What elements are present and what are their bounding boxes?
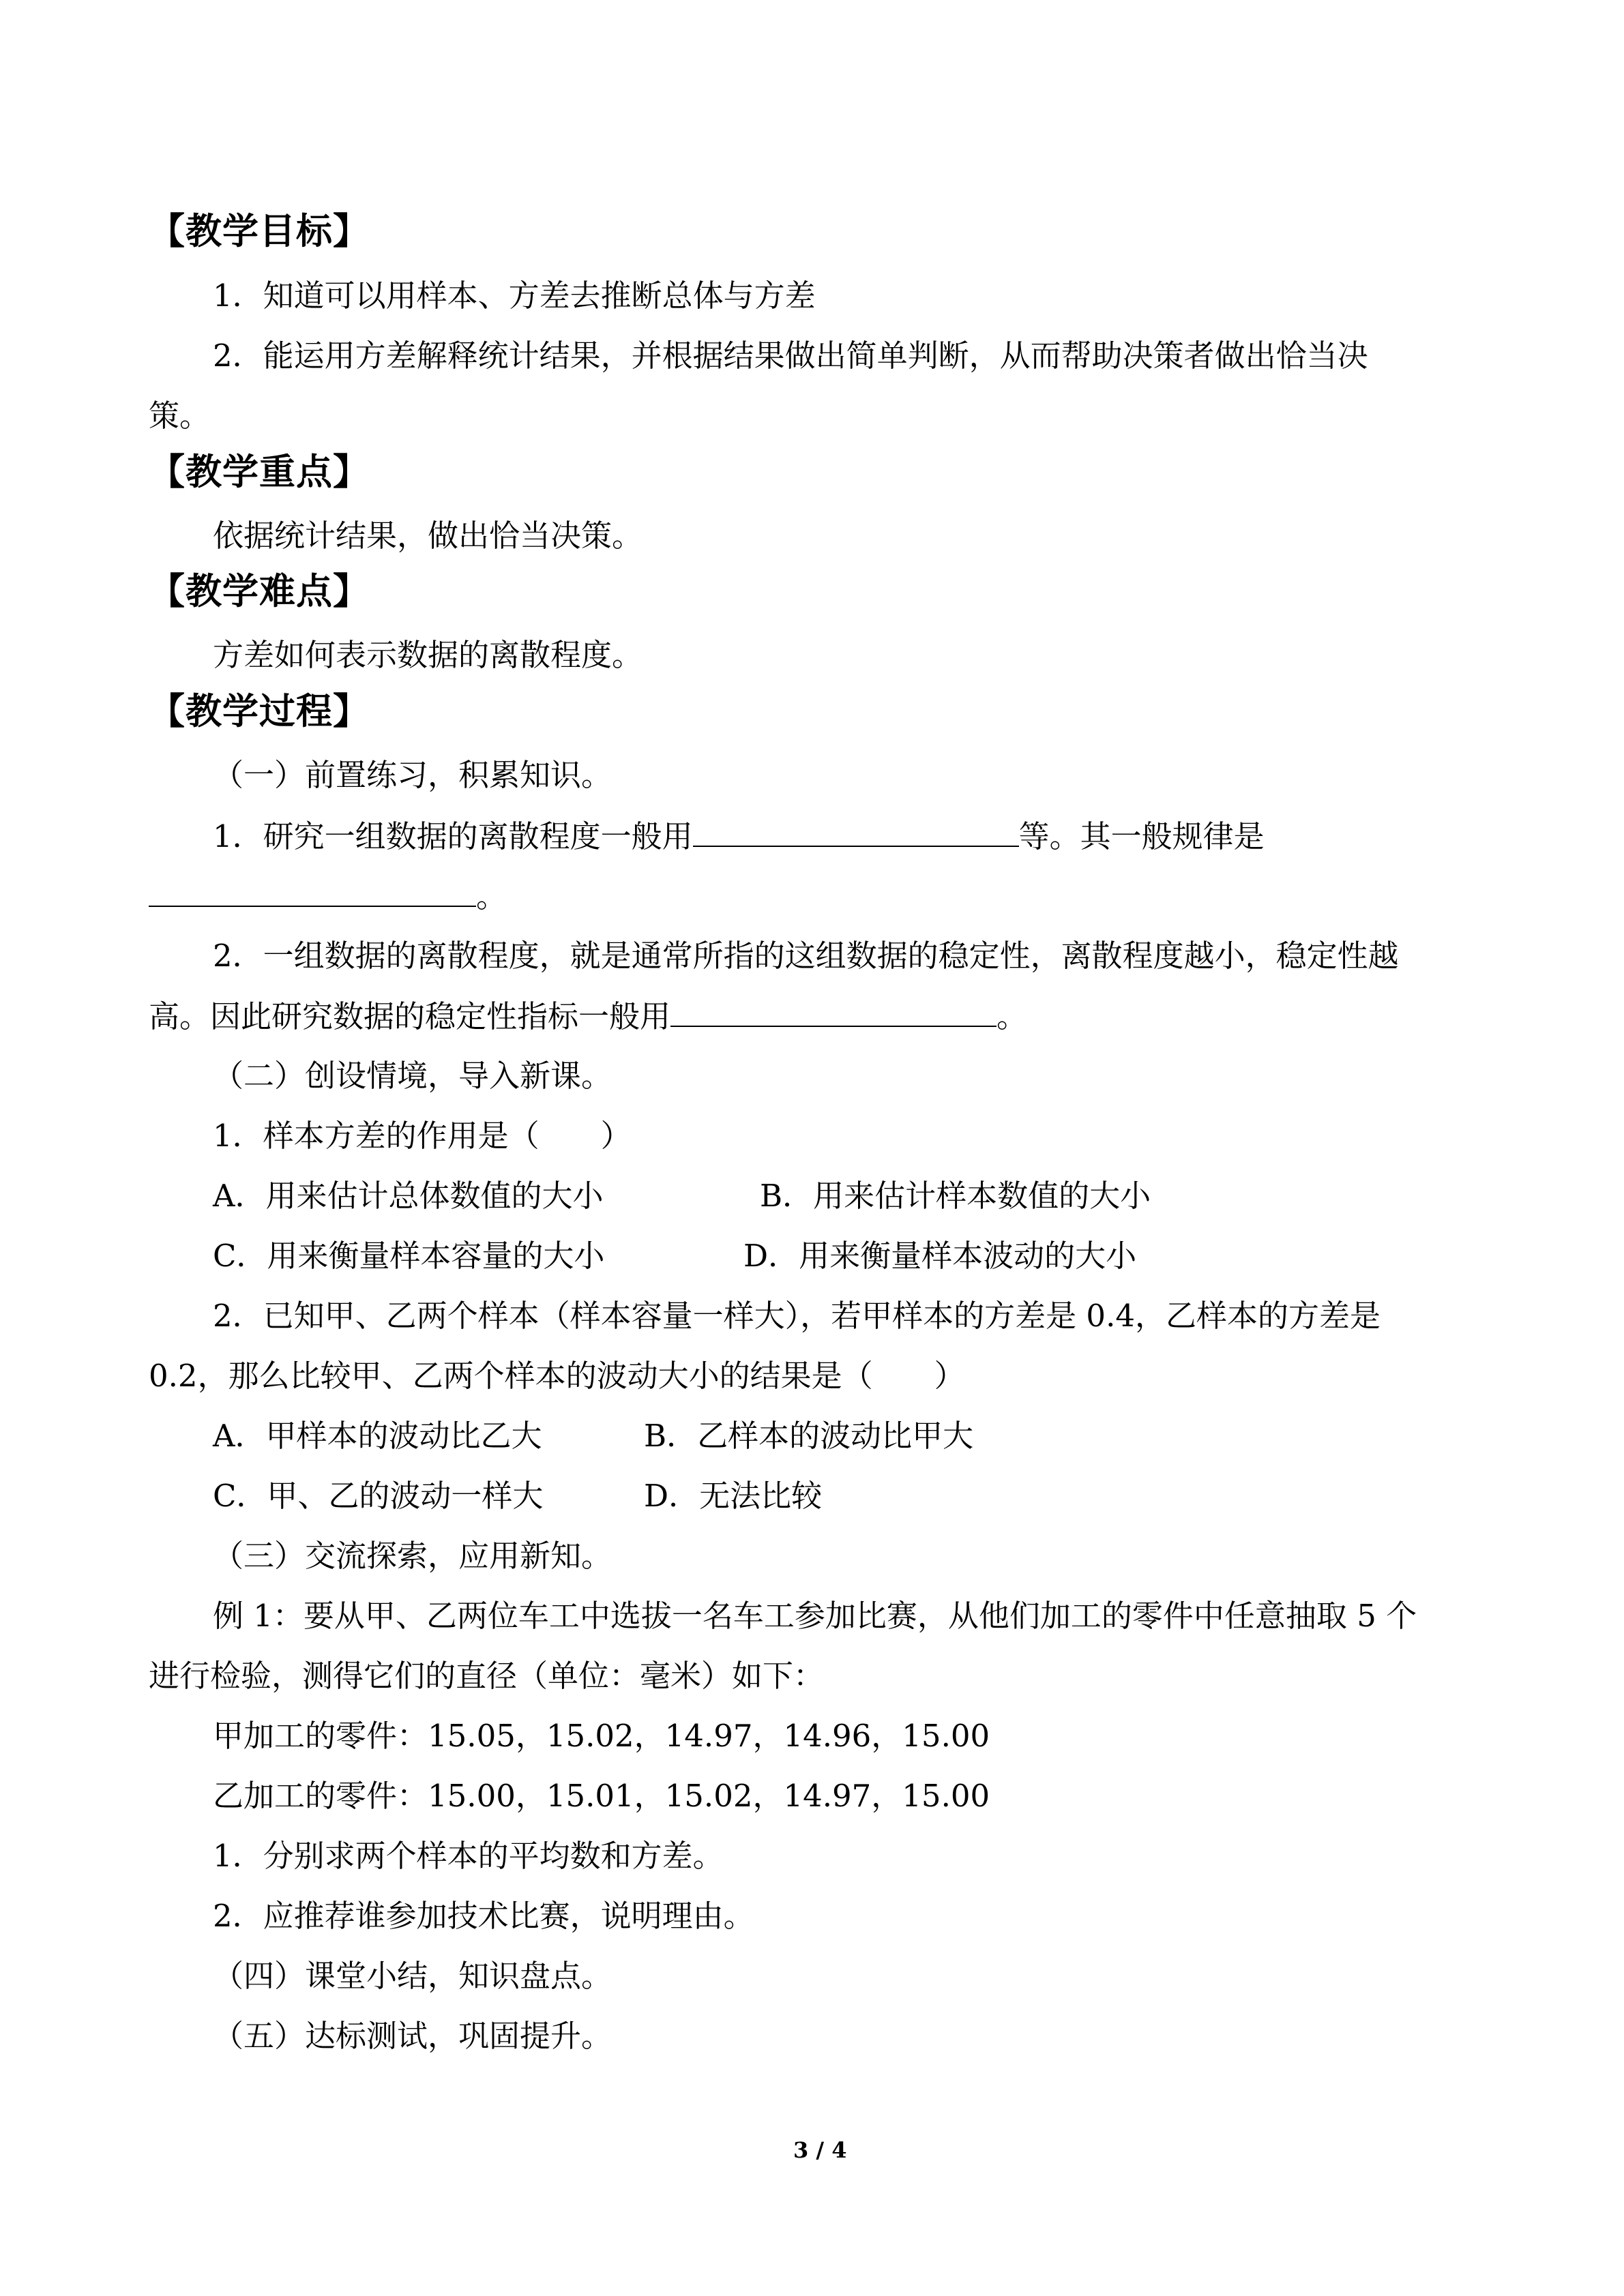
part2-question-2-line-1: 2．已知甲、乙两个样本（样本容量一样大），若甲样本的方差是 0.4，乙样本的方差是 <box>213 1298 1381 1334</box>
fill-blank[interactable] <box>670 996 996 1027</box>
key-point-heading: 【教学重点】 <box>149 451 370 493</box>
part1-heading: （一）前置练习，积累知识。 <box>213 757 612 793</box>
part3-example-line-2: 进行检验，测得它们的直径（单位：毫米）如下： <box>149 1658 825 1694</box>
part2-q2-option-c: C．甲、乙的波动一样大 <box>213 1478 544 1514</box>
key-point-text: 依据统计结果，做出恰当决策。 <box>213 518 643 554</box>
part5-heading: （五）达标测试，巩固提升。 <box>213 2018 612 2054</box>
part1-question-2-line-2 <box>149 996 1027 1037</box>
part2-q2-option-a: A．甲样本的波动比乙大 <box>213 1418 542 1454</box>
part3-example-line-1: 例 1：要从甲、乙两位车工中选拔一名车工参加比赛，从他们加工的零件中任意抽取 5 个 <box>213 1598 1417 1634</box>
part3-heading: （三）交流探索，应用新知。 <box>213 1538 612 1574</box>
part1-q1-prefix: 1．研究一组数据的离散程度一般用 <box>213 818 693 854</box>
part4-heading: （四）课堂小结，知识盘点。 <box>213 1958 612 1994</box>
part3-jia-parts: 甲加工的零件：15.05，15.02，14.97，14.96，15.00 <box>213 1718 990 1754</box>
part2-q2-option-b: B．乙样本的波动比甲大 <box>644 1418 974 1454</box>
part1-question-1 <box>213 816 1265 856</box>
objectives-heading: 【教学目标】 <box>149 210 370 252</box>
fill-blank[interactable] <box>693 816 1019 847</box>
part1-question-1-continued <box>149 876 507 916</box>
part1-q1-end: 。 <box>476 878 507 914</box>
part1-question-2-line-1: 2．一组数据的离散程度，就是通常所指的这组数据的稳定性，离散程度越小，稳定性越 <box>213 938 1399 974</box>
part2-q1-option-b: B．用来估计样本数值的大小 <box>760 1178 1151 1214</box>
difficulty-heading: 【教学难点】 <box>149 570 370 612</box>
part2-question-1: 1．样本方差的作用是（ ） <box>213 1118 632 1154</box>
part1-q2-prefix: 高。因此研究数据的稳定性指标一般用 <box>149 998 671 1034</box>
part1-q1-middle: 等。其一般规律是 <box>1018 818 1265 854</box>
part3-task-1: 1．分别求两个样本的平均数和方差。 <box>213 1838 724 1874</box>
objectives-item-2-line-1: 2．能运用方差解释统计结果，并根据结果做出简单判断，从而帮助决策者做出恰当决 <box>213 338 1368 374</box>
objectives-item-2-line-2: 策。 <box>149 398 211 434</box>
process-heading: 【教学过程】 <box>149 690 370 732</box>
part2-q1-option-c: C．用来衡量样本容量的大小 <box>213 1238 605 1274</box>
page-number: 3 / 4 <box>793 2137 847 2163</box>
part2-q1-option-a: A．用来估计总体数值的大小 <box>213 1178 604 1214</box>
part3-task-2: 2．应推荐谁参加技术比赛，说明理由。 <box>213 1898 754 1934</box>
objectives-item-1: 1．知道可以用样本、方差去推断总体与方差 <box>213 278 816 314</box>
part2-q2-option-d: D．无法比较 <box>644 1478 823 1514</box>
part2-q1-option-d: D．用来衡量样本波动的大小 <box>743 1238 1137 1274</box>
fill-blank[interactable] <box>149 876 476 907</box>
part1-q2-end: 。 <box>996 998 1028 1034</box>
part2-heading: （二）创设情境，导入新课。 <box>213 1058 612 1094</box>
part3-yi-parts: 乙加工的零件：15.00，15.01，15.02，14.97，15.00 <box>213 1778 990 1814</box>
difficulty-text: 方差如何表示数据的离散程度。 <box>213 637 643 673</box>
part2-question-2-line-2: 0.2，那么比较甲、乙两个样本的波动大小的结果是（ ） <box>149 1358 965 1394</box>
